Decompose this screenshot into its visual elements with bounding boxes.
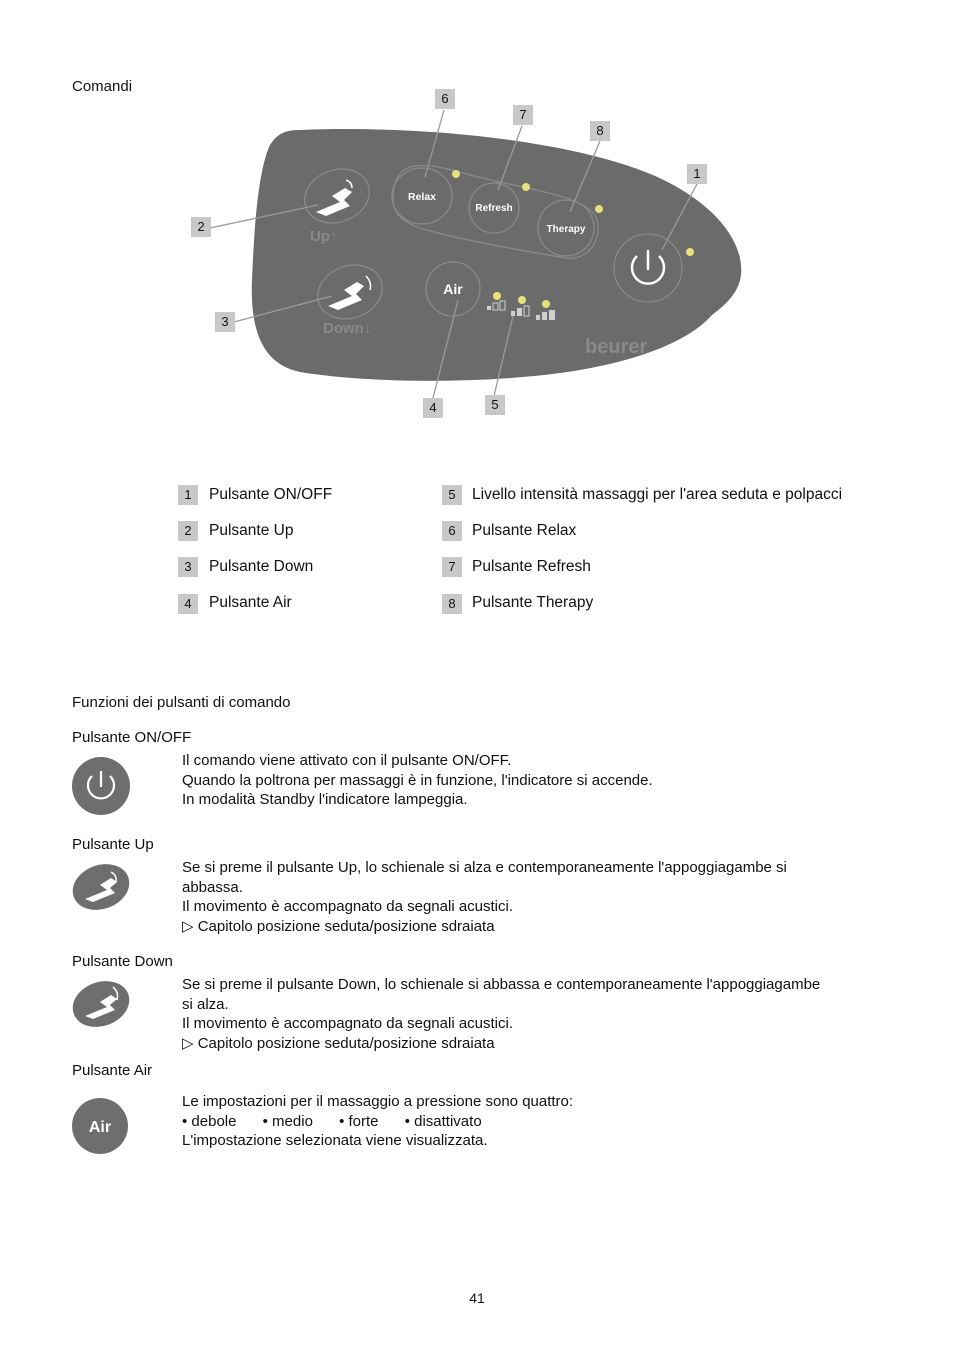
callout-2: 2 [191,217,211,237]
legend-label: Pulsante Up [209,522,294,539]
callout-1: 1 [687,164,707,184]
desc-line: L'impostazione selezionata viene visualizzata. [182,1132,488,1149]
desc-line: Quando la poltrona per massaggi è in funzione, l'indicatore si accende. [182,771,653,789]
legend-label: Livello intensità massaggi per l'area seduta e polpacci [472,486,843,503]
desc-line: In modalità Standby l'indicatore lampeggia. [182,791,468,808]
desc-line: Se si preme il pulsante Up, lo schienale si alza e contemporaneamente l'appoggiagambe si [182,859,787,876]
desc-line: si alza. [182,995,229,1013]
relax-label: Relax [407,191,437,203]
legend-num: 1 [178,485,198,505]
bullet-list [182,1112,573,1132]
recline-down-icon [71,980,131,1030]
legend-num: 3 [178,557,198,577]
power-led [686,248,694,256]
legend-num: 2 [178,521,198,541]
legend-label: Pulsante Therapy [472,594,594,611]
callout-7: 7 [513,105,533,125]
callout-8: 8 [590,121,610,141]
desc-line: Se si preme il pulsante Down, lo schienale si abbassa e contemporaneamente l'appoggiagambe [182,976,821,993]
function-desc-down [182,975,820,1053]
power-icon [71,756,131,816]
function-desc-air [182,1092,573,1151]
air-icon [71,1097,131,1157]
function-desc-onoff [182,751,653,810]
up-label: Up↑ [310,228,338,245]
desc-line: Le impostazioni per il massaggio a pressione sono quattro: [182,1093,574,1110]
brand-logo: beurer [585,336,648,358]
refresh-led [522,183,530,191]
refresh-label: Refresh [475,203,513,214]
desc-line: Il movimento è accompagnato da segnali acustici. [182,1015,514,1032]
bullet-item: • disattivato [404,1112,482,1130]
functions-title: Funzioni dei pulsanti di comando [72,694,291,711]
down-label: Down↓ [323,320,372,337]
legend-label: Pulsante ON/OFF [209,486,333,503]
page-number: 41 [469,1290,485,1306]
control-panel-body [252,129,742,381]
legend-label: Pulsante Air [209,594,292,611]
recline-up-icon [71,863,131,913]
chapter-link[interactable]: ▷ Capitolo posizione seduta/posizione sdraiata [182,1034,495,1052]
function-title-up: Pulsante Up [72,836,154,853]
bullet-item: • medio [262,1112,313,1130]
legend-label: Pulsante Relax [472,522,577,539]
callout-5: 5 [485,395,505,415]
legend-label: Pulsante Refresh [472,558,591,575]
bullet-item: • debole [182,1112,237,1130]
legend-label: Pulsante Down [209,558,314,575]
legend-num: 4 [178,594,198,614]
legend-num: 7 [442,557,462,577]
legend-num: 6 [442,521,462,541]
control-panel-diagram [0,0,954,440]
function-desc-up [182,858,787,936]
air-icon-text: Air [88,1119,112,1136]
desc-line: Il movimento è accompagnato da segnali acustici. [182,898,514,915]
bullet-item: • forte [339,1112,379,1130]
therapy-led [595,205,603,213]
section-title: Comandi [72,78,133,95]
function-title-down: Pulsante Down [72,953,173,970]
legend-num: 5 [442,485,462,505]
air-label: Air [443,281,463,297]
legend-num: 8 [442,594,462,614]
desc-line: abbassa. [182,878,243,896]
desc-line: Il comando viene attivato con il pulsante ON/OFF. [182,752,512,769]
function-title-onoff: Pulsante ON/OFF [72,729,192,746]
function-title-air: Pulsante Air [72,1062,153,1079]
callout-3: 3 [215,312,235,332]
callout-6: 6 [435,89,455,109]
callout-4: 4 [423,398,443,418]
therapy-label: Therapy [546,224,586,235]
relax-led [452,170,460,178]
chapter-link[interactable]: ▷ Capitolo posizione seduta/posizione sdraiata [182,917,495,935]
